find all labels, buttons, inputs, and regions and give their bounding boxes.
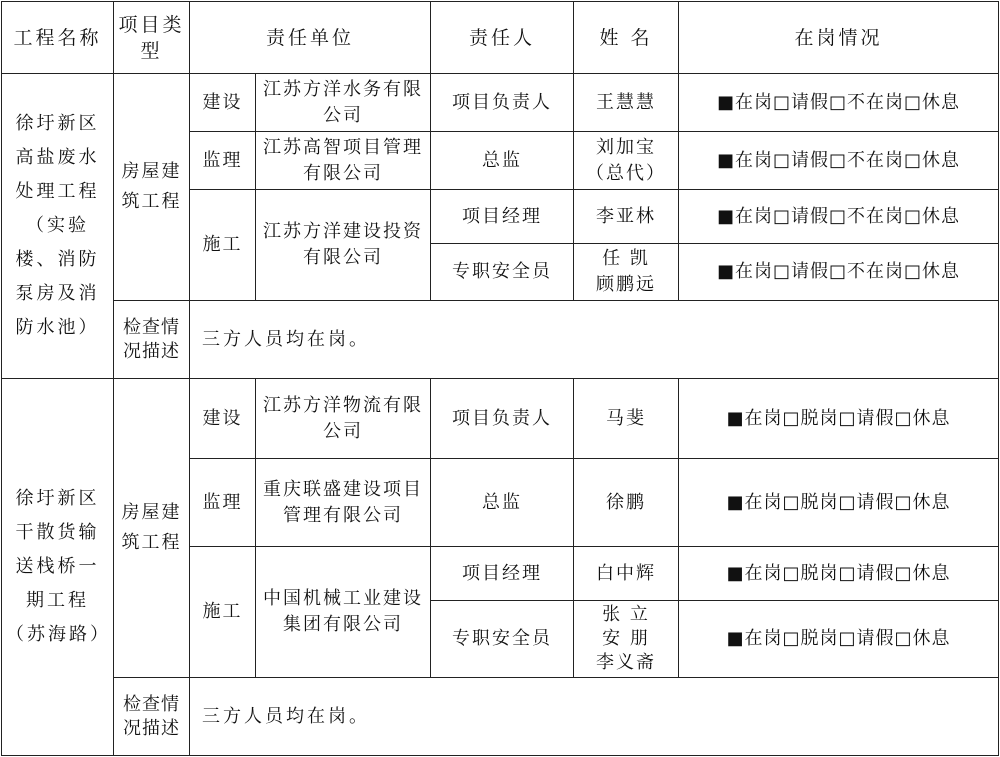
person-role: 项目经理 <box>431 547 574 601</box>
status-checkboxes: ■在岗□请假□不在岗□休息 <box>679 190 999 244</box>
status-checkboxes: ■在岗□脱岗□请假□休息 <box>679 459 999 547</box>
table-row <box>2 379 999 459</box>
unit-company: 江苏方洋物流有限公司 <box>256 379 431 459</box>
status-checkboxes: ■在岗□脱岗□请假□休息 <box>679 601 999 678</box>
status-checkboxes: ■在岗□请假□不在岗□休息 <box>679 132 999 190</box>
status-checkboxes: ■在岗□脱岗□请假□休息 <box>679 547 999 601</box>
unit-company: 重庆联盛建设项目管理有限公司 <box>256 459 431 547</box>
unit-company: 江苏高智项目管理有限公司 <box>256 132 431 190</box>
unit-role: 建设 <box>190 74 256 132</box>
person-role: 项目负责人 <box>431 379 574 459</box>
person-name: 任 凯 顾鹏远 <box>574 244 679 301</box>
unit-role: 监理 <box>190 132 256 190</box>
check-label: 检查情况描述 <box>114 678 190 756</box>
project-name: 徐圩新区高盐废水处理工程（实验楼、消防泵房及消防水池） <box>2 74 114 379</box>
table-row <box>2 678 999 756</box>
status-checkboxes: ■在岗□请假□不在岗□休息 <box>679 244 999 301</box>
person-name: 王慧慧 <box>574 74 679 132</box>
duty-table <box>1 1 999 756</box>
status-checkboxes: ■在岗□请假□不在岗□休息 <box>679 74 999 132</box>
person-role: 项目负责人 <box>431 74 574 132</box>
unit-company: 江苏方洋建设投资有限公司 <box>256 190 431 301</box>
header-row <box>2 2 999 74</box>
check-label: 检查情况描述 <box>114 301 190 379</box>
check-description: 三方人员均在岗。 <box>190 301 999 379</box>
table-row <box>2 301 999 379</box>
unit-role: 监理 <box>190 459 256 547</box>
unit-role: 施工 <box>190 547 256 678</box>
status-checkboxes: ■在岗□脱岗□请假□休息 <box>679 379 999 459</box>
person-role: 总监 <box>431 459 574 547</box>
person-role: 专职安全员 <box>431 244 574 301</box>
person-name: 马斐 <box>574 379 679 459</box>
header-project-name: 工程名称 <box>2 2 114 74</box>
person-name: 张 立 安 朋 李义斋 <box>574 601 679 678</box>
unit-role: 建设 <box>190 379 256 459</box>
person-name: 白中辉 <box>574 547 679 601</box>
person-name: 李亚林 <box>574 190 679 244</box>
person-role: 总监 <box>431 132 574 190</box>
header-responsible-person: 责任人 <box>431 2 574 74</box>
header-project-type: 项目类型 <box>114 2 190 74</box>
unit-company: 江苏方洋水务有限公司 <box>256 74 431 132</box>
project-type: 房屋建筑工程 <box>114 74 190 301</box>
table-row <box>2 74 999 132</box>
unit-company: 中国机械工业建设集团有限公司 <box>256 547 431 678</box>
unit-role: 施工 <box>190 190 256 301</box>
project-name: 徐圩新区干散货输送栈桥一期工程（苏海路） <box>2 379 114 756</box>
person-name: 徐鹏 <box>574 459 679 547</box>
person-name: 刘加宝（总代） <box>574 132 679 190</box>
project-type: 房屋建筑工程 <box>114 379 190 678</box>
person-role: 专职安全员 <box>431 601 574 678</box>
person-role: 项目经理 <box>431 190 574 244</box>
header-responsible-unit: 责任单位 <box>190 2 431 74</box>
header-name: 姓 名 <box>574 2 679 74</box>
check-description: 三方人员均在岗。 <box>190 678 999 756</box>
header-on-duty-status: 在岗情况 <box>679 2 999 74</box>
